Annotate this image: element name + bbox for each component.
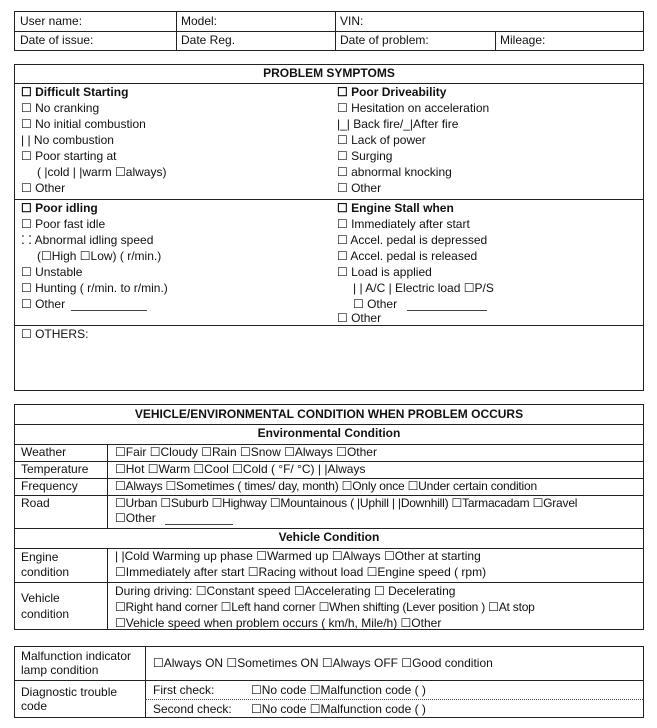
malfunction-table [14, 646, 644, 718]
environmental-condition-title: Environmental Condition [257, 426, 401, 440]
dtc-label-line2: code [21, 699, 48, 713]
column-divider [176, 12, 177, 50]
vehicle-condition-options-line1: During driving: ☐Constant speed ☐Accelerating ☐ Decelerating [115, 584, 456, 598]
road-label: Road [21, 496, 50, 510]
fill-in-line [407, 310, 487, 311]
row-divider [15, 680, 643, 681]
column-divider [145, 647, 146, 717]
row-divider [15, 325, 643, 326]
option-poor-fast-idle: ☐ Poor fast idle [21, 217, 106, 231]
row-divider [15, 199, 643, 200]
engine-condition-label-line1: Engine [21, 550, 59, 564]
frequency-label: Frequency [21, 479, 78, 493]
option-no-initial-combustion: ☐ No initial combustion [21, 117, 146, 131]
weather-label: Weather [21, 445, 67, 459]
difficult-starting-heading: ☐ Difficult Starting [21, 85, 129, 99]
mil-label-line2: lamp condition [21, 663, 99, 677]
vehicle-condition-label-line1: Vehicle [21, 591, 60, 605]
vehicle-condition-options-line2: ☐Right hand corner ☐Left hand corner ☐When shifting (Lever position ) ☐At stop [115, 600, 535, 614]
option-other: ☐ Other [21, 297, 66, 311]
option-back-fire: |_| Back fire/_|After fire [337, 117, 459, 131]
option-abnormal-idling-speed: ⁚ ⁚ Abnormal idling speed [21, 233, 154, 247]
engine-condition-options-line2: ☐Immediately after start ☐Racing without load ☐Engine speed ( rpm) [115, 565, 487, 579]
option-abnormal-knocking: ☐ abnormal knocking [337, 165, 452, 179]
row-divider [15, 582, 643, 583]
engine-condition-label-line2: condition [21, 565, 70, 579]
option-accel-depressed: ☐ Accel. pedal is depressed [337, 233, 488, 247]
option-unstable: ☐ Unstable [21, 265, 83, 279]
option-other: ☐ Other [337, 311, 382, 325]
option-surging: ☐ Surging [337, 149, 393, 163]
date-of-problem-label: Date of problem: [340, 33, 429, 47]
problem-symptoms-table [14, 64, 644, 391]
option-no-cranking: ☐ No cranking [21, 101, 100, 115]
vehicle-condition-label-line2: condition [21, 607, 70, 621]
road-other-option: ☐Other [115, 511, 156, 525]
option-no-combustion: | | No combustion [21, 133, 114, 147]
poor-idling-heading: ☐ Poor idling [21, 201, 98, 215]
option-hunting: ☐ Hunting ( r/min. to r/min.) [21, 281, 168, 295]
option-load-types: | | A/C | Electric load ☐P/S [353, 281, 494, 295]
option-hesitation: ☐ Hesitation on acceleration [337, 101, 490, 115]
option-idling-high-low: (☐High ☐Low) ( r/min.) [37, 249, 162, 263]
option-accel-released: ☐ Accel. pedal is released [337, 249, 478, 263]
second-check-options: ☐No code ☐Malfunction code ( ) [251, 702, 426, 716]
row-divider [15, 31, 643, 32]
others-label: ☐ OTHERS: [21, 327, 89, 341]
date-reg-label: Date Reg. [181, 33, 236, 47]
vehicle-environment-title: VEHICLE/ENVIRONMENTAL CONDITION WHEN PROBLEM OCCURS [134, 407, 524, 421]
road-options: ☐Urban ☐Suburb ☐Highway ☐Mountainous ( |Uphill | |Downhill) ☐Tarmacadam ☐Gravel [115, 496, 578, 510]
model-label: Model: [181, 14, 218, 28]
column-divider [335, 12, 336, 50]
option-load-other: ☐ Other [353, 297, 398, 311]
second-check-label: Second check: [153, 702, 232, 716]
option-poor-starting: ☐ Poor starting at [21, 149, 117, 163]
fill-in-line [71, 310, 147, 311]
option-load-applied: ☐ Load is applied [337, 265, 432, 279]
weather-options: ☐Fair ☐Cloudy ☐Rain ☐Snow ☐Always ☐Other [115, 445, 377, 459]
mil-options: ☐Always ON ☐Sometimes ON ☐Always OFF ☐Good condition [153, 656, 493, 670]
vehicle-condition-options-line3: ☐Vehicle speed when problem occurs ( km/h, Mile/h) ☐Other [115, 616, 442, 630]
frequency-options: ☐Always ☐Sometimes ( times/ day, month) ☐Only once ☐Under certain condition [115, 479, 537, 493]
mileage-label: Mileage: [500, 33, 546, 47]
vehicle-environment-table [14, 404, 644, 630]
option-other: ☐ Other [337, 181, 382, 195]
option-lack-of-power: ☐ Lack of power [337, 133, 426, 147]
engine-stall-heading: ☐ Engine Stall when [337, 201, 454, 215]
vehicle-condition-title: Vehicle Condition [278, 530, 380, 544]
vehicle-info-table [14, 11, 644, 51]
row-divider [145, 699, 643, 700]
poor-driveability-heading: ☐ Poor Driveability [337, 85, 447, 99]
option-starting-temperature: ( |cold | |warm ☐always) [37, 165, 167, 179]
option-immediately-after-start: ☐ Immediately after start [337, 217, 470, 231]
first-check-options: ☐No code ☐Malfunction code ( ) [251, 683, 426, 697]
column-divider [107, 548, 108, 629]
temperature-options: ☐Hot ☐Warm ☐Cool ☐Cold ( °F/ °C) | |Always [115, 462, 366, 476]
temperature-label: Temperature [21, 462, 89, 476]
engine-condition-options-line1: | |Cold Warming up phase ☐Warmed up ☐Always ☐Other at starting [115, 549, 481, 563]
mil-label-line1: Malfunction indicator [21, 649, 132, 663]
vin-label: VIN: [340, 14, 364, 28]
first-check-label: First check: [153, 683, 215, 697]
column-divider [495, 31, 496, 50]
row-divider [15, 424, 643, 425]
problem-symptoms-title: PROBLEM SYMPTOMS [263, 66, 395, 80]
user-name-label: User name: [20, 14, 83, 28]
date-of-issue-label: Date of issue: [20, 33, 94, 47]
option-other: ☐ Other [21, 181, 66, 195]
fill-in-line [165, 524, 233, 525]
dtc-label-line1: Diagnostic trouble [21, 685, 118, 699]
row-divider [15, 83, 643, 84]
column-divider [107, 444, 108, 528]
row-divider [15, 528, 643, 529]
